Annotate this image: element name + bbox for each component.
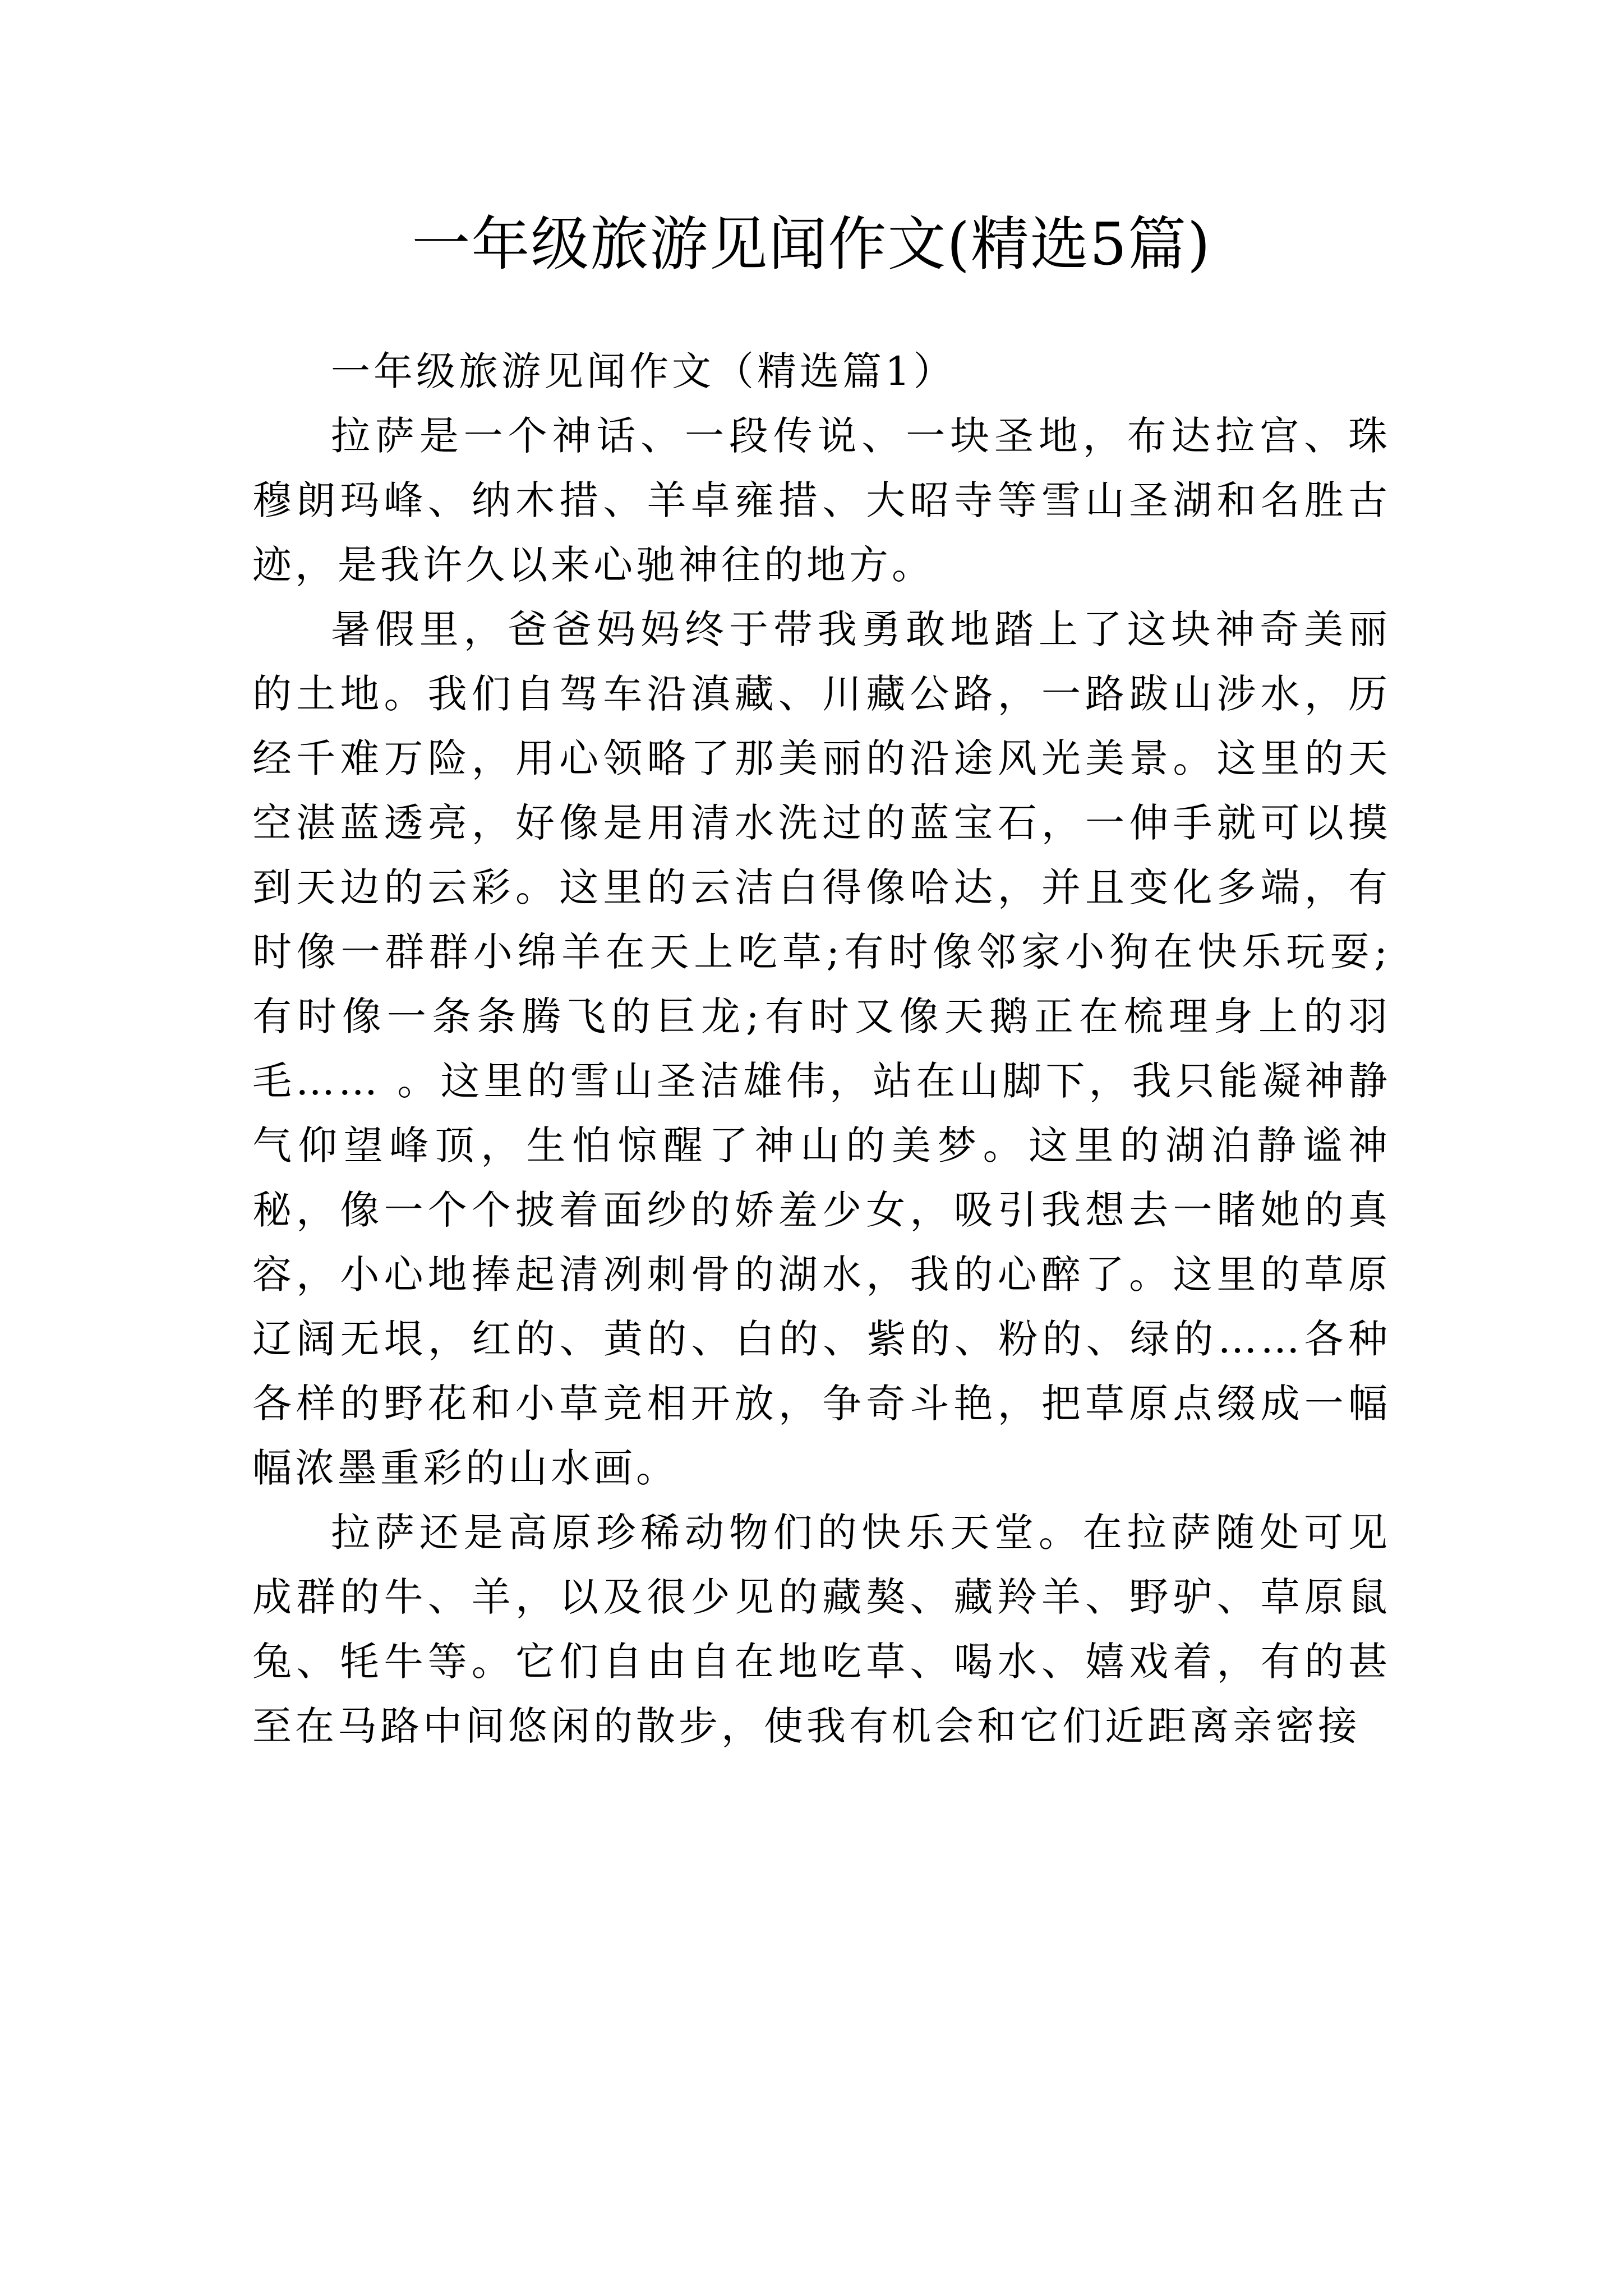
paragraph-1: 拉萨是一个神话、一段传说、一块圣地，布达拉宫、珠穆朗玛峰、纳木措、羊卓雍措、大昭寺等雪山圣湖和名胜古迹，是我许久以来心驰神往的地方。 [252, 413, 1391, 588]
document-title: 一年级旅游见闻作文(精选5篇) [412, 210, 1211, 278]
paragraph-2: 暑假里，爸爸妈妈终于带我勇敢地踏上了这块神奇美丽的土地。我们自驾车沿滇藏、川藏公路，一路跋山涉水，历经千难万险，用心领略了那美丽的沿途风光美景。这里的天空湛蓝透亮，好像是用清水洗过的蓝宝石，一伸手就可以摸到天边的云彩。这里的云洁白得像哈达，并且变化多端，有时像一群群小绵羊在天上吃草;有时像邻家小狗在快乐玩耍;有时像一条条腾飞的巨龙;有时又像天鹅正在梳理身上的羽毛…… 。这里的雪山圣洁雄伟，站在山脚下，我只能凝神静气仰望峰顶，生怕惊醒了神山的美梦。这里的湖泊静谧神秘，像一个个披着面纱的娇羞少女，吸引我想去一睹她的真容，小心地捧起清冽刺骨的湖水，我的心醉了。这里的草原辽阔无垠，红的、黄的、白的、紫的、粉的、绿的……各种各样的野花和小草竞相开放，争奇斗艳，把草原点缀成一幅幅浓墨重彩的山水画。 [252, 606, 1391, 1491]
paragraph-3: 拉萨还是高原珍稀动物们的快乐天堂。在拉萨随处可见成群的牛、羊，以及很少见的藏獒、藏羚羊、野驴、草原鼠兔、牦牛等。它们自由自在地吃草、喝水、嬉戏着，有的甚至在马路中间悠闲的散步，使我有机会和它们近距离亲密接 [252, 1510, 1391, 1749]
section-heading: 一年级旅游见闻作文（精选篇1） [331, 348, 956, 394]
document-body [252, 339, 1391, 1759]
